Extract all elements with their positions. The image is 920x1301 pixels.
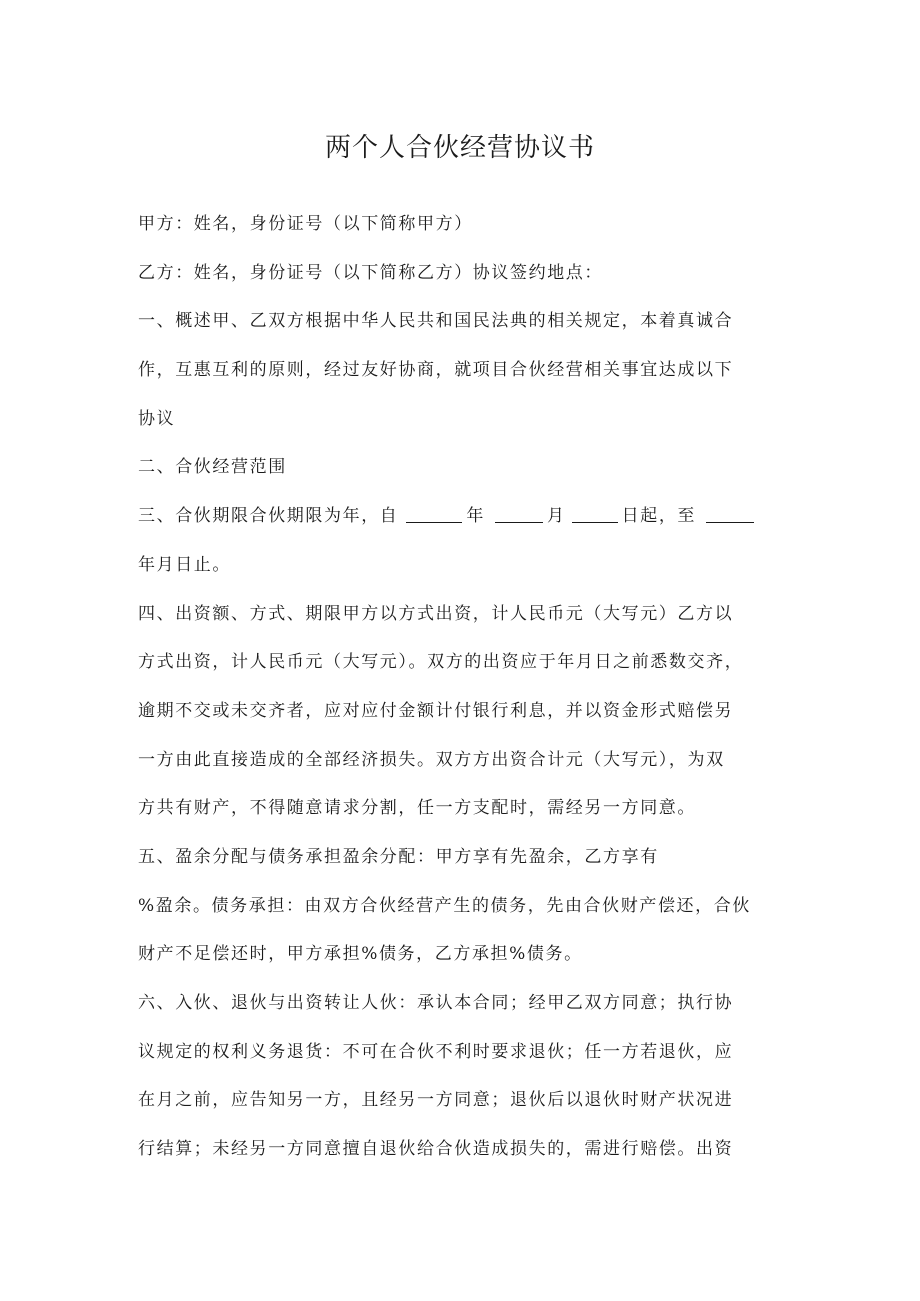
clause-6-line-1: 六、入伙、退伙与出资转让人伙：承认本合同；经甲乙双方同意；执行协 [138, 993, 734, 1013]
party-a-line: 甲方：姓名，身份证号（以下简称甲方） [138, 214, 473, 234]
clause-4-line-1: 四、出资额、方式、期限甲方以方式出资，计人民币元（大写元）乙方以 [138, 603, 734, 624]
clause-6-line-3: 在月之前，应告知另一方，且经另一方同意；退伙后以退伙时财产状况进 [138, 1090, 734, 1111]
clause-5-line-2: %盈余。债务承担：由双方合伙经营产生的债务，先由合伙财产偿还，合伙 [138, 895, 751, 916]
clause-2-line: 二、合伙经营范围 [138, 457, 287, 478]
clause-6-line-4: 行结算；未经另一方同意擅自退伙给合伙造成损失的，需进行赔偿。出资 [138, 1139, 734, 1160]
document-body [138, 200, 788, 1174]
clause-4-line-5: 方共有财产，不得随意请求分割，任一方支配时，需经另一方同意。 [138, 798, 696, 819]
party-b-line: 乙方：姓名，身份证号（以下简称乙方）协议签约地点： [138, 262, 603, 283]
year-blank[interactable] [406, 502, 462, 523]
clause-3-term-line [138, 492, 788, 541]
clause-1-line-2: 作，互惠互利的原则，经过友好协商，就项目合伙经营相关事宜达成以下 [138, 360, 734, 381]
term-day-from: 日起，至 [621, 506, 697, 527]
document-title: 两个人合伙经营协议书 [324, 133, 595, 163]
term-month: 月 [547, 506, 566, 527]
clause-3-line-2: 年月日止。 [138, 554, 231, 575]
end-year-blank[interactable] [706, 502, 754, 523]
clause-4-line-2: 方式出资，计人民币元（大写元）。双方的出资应于年月日之前悉数交齐， [138, 652, 744, 673]
month-blank[interactable] [495, 502, 543, 523]
clause-6-line-2: 议规定的权利义务退货：不可在合伙不利时要求退伙；任一方若退伙，应 [138, 1041, 734, 1062]
clause-4-line-3: 逾期不交或未交齐者，应对应付金额计付银行利息，并以资金形式赔偿另 [138, 700, 734, 721]
day-blank[interactable] [572, 502, 618, 523]
term-year: 年 [466, 506, 486, 527]
clause-5-line-1: 五、盈余分配与债务承担盈余分配：甲方享有先盈余，乙方享有 [138, 846, 659, 867]
term-prefix: 三、合伙期限合伙期限为年，自 [138, 506, 399, 527]
clause-1-line-1: 一、概述甲、乙双方根据中华人民共和国民法典的相关规定，本着真诚合 [138, 311, 734, 332]
clause-1-line-3: 协议 [138, 408, 176, 429]
clause-5-line-3: 财产不足偿还时，甲方承担%债务，乙方承担%债务。 [138, 944, 583, 965]
clause-4-line-4: 一方由此直接造成的全部经济损失。双方方出资合计元（大写元），为双 [138, 749, 725, 770]
